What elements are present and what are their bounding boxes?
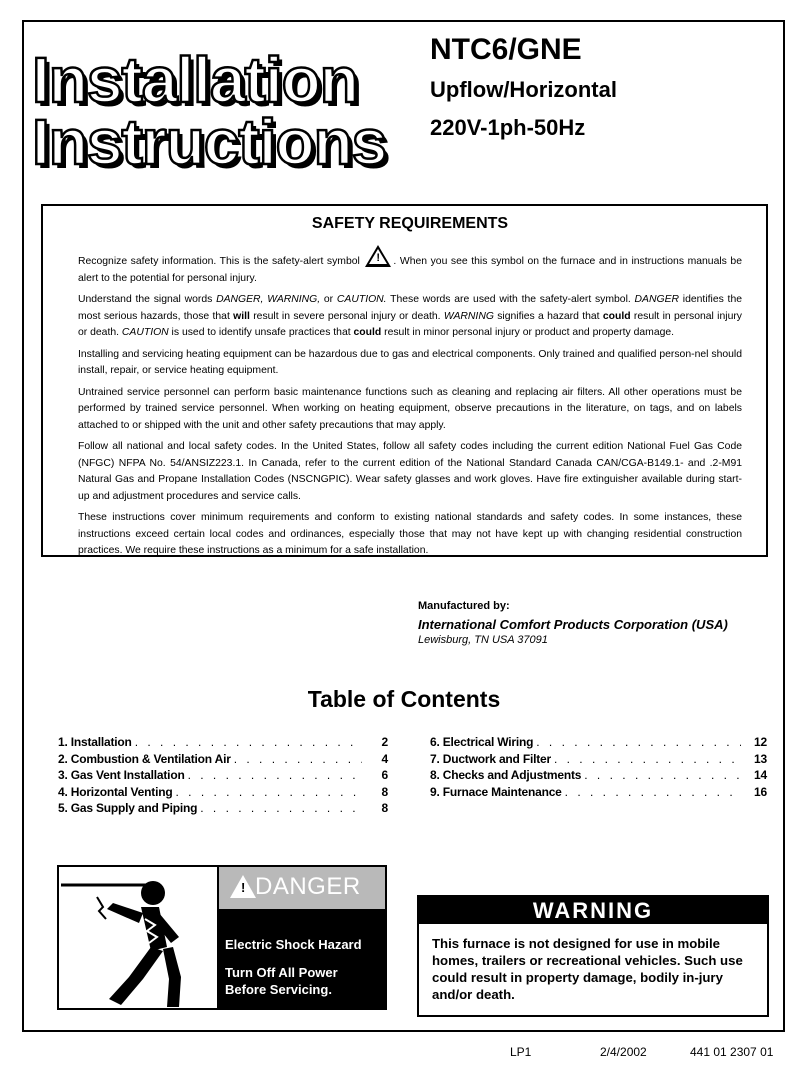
electric-shock-person-icon: [59, 867, 217, 1008]
safety-heading: SAFETY REQUIREMENTS: [311, 215, 509, 232]
safety-paragraph-5: Follow all national and local safety codes. In the United States, follow all safety codes including the current edition National Fuel Gas Code (NFGC) NFPA No. 54/ANSIZ223.1. In Canada, refer to the current edition of the National Standard Canada CAN/CGA-B149.1- and .2-M91 Natural Gas and Propane Installation Codes (NSCNGPIC). Wear safety glasses and work gloves. Have fire extinguisher available during start-up and adjustment procedures and service calls.: [78, 441, 742, 502]
toc-entry[interactable]: 1. Installation . . . 2: [58, 735, 388, 752]
model-number: NTC6/GNE: [430, 33, 582, 66]
document-title-line2: Instructions: [32, 106, 387, 178]
toc-entry[interactable]: 3. Gas Vent Installation . . . 6: [58, 768, 388, 785]
configuration-subtitle: Upflow/Horizontal: [430, 77, 617, 102]
danger-hazard-text: Electric Shock Hazard: [225, 937, 362, 952]
footer-code: LP1: [510, 1045, 532, 1059]
footer-part-number: 441 01 2307 01: [690, 1045, 774, 1059]
warning-text: This furnace is not designed for use in mobile homes, trailers or recreational vehicles. Such use could result in property damage, bodily in-jury and/or death.: [432, 936, 743, 1002]
toc-entry[interactable]: 2. Combustion & Ventilation Air . . . 4: [58, 752, 388, 769]
warning-label: [417, 895, 769, 1017]
electrical-subtitle: 220V-1ph-50Hz: [430, 115, 586, 140]
safety-alert-icon: !: [365, 245, 391, 267]
toc-entry[interactable]: 6. Electrical Wiring . . . 12: [430, 735, 767, 752]
toc-left-column: [58, 735, 388, 818]
safety-paragraph-1: Recognize safety information. This is the safety-alert symbol ! . When you see this symbol on the furnace and in instructions manuals be alert to the potential for personal injury.: [78, 245, 742, 287]
toc-entry[interactable]: 9. Furnace Maintenance . . . 16: [430, 785, 767, 802]
warning-word: WARNING: [419, 897, 767, 924]
danger-label: [57, 865, 387, 1010]
toc-entry[interactable]: 8. Checks and Adjustments . . . 14: [430, 768, 767, 785]
danger-word: DANGER: [255, 873, 361, 900]
safety-paragraph-3: Installing and servicing heating equipment can be hazardous due to gas and electrical components. Only trained and qualified person-nel should install, repair, or service heating equipment.: [78, 348, 742, 376]
danger-action-text: Turn Off All Power Before Servicing.: [225, 965, 338, 997]
toc-entry[interactable]: 5. Gas Supply and Piping . . . 8: [58, 801, 388, 818]
safety-requirements-box: [41, 204, 768, 557]
safety-paragraph-4: Untrained service personnel can perform basic maintenance functions such as cleaning and replacing air filters. All other operations must be performed by trained service personnel. When working on heating equipment, observe precautions in the literature, on tags, and on labels attached to or shipped with the unit and other safety precautions that may apply.: [78, 386, 742, 431]
footer-date: 2/4/2002: [600, 1045, 647, 1059]
toc-entry[interactable]: 7. Ductwork and Filter . . . 13: [430, 752, 767, 769]
manufacturer-address: Lewisburg, TN USA 37091: [418, 634, 548, 646]
toc-entry[interactable]: 4. Horizontal Venting . . . 8: [58, 785, 388, 802]
document-title-line1: Installation: [32, 44, 358, 116]
safety-paragraph-6: These instructions cover minimum requirements and conform to existing national standards and safety codes. In some instances, these instructions exceed certain local codes and ordinances, especially those that may not have kept up with changing residential construction practices. We require these instructions as a minimum for a safe installation.: [78, 512, 742, 556]
manufacturer-name: International Comfort Products Corporation (USA): [418, 617, 728, 632]
toc-right-column: [430, 735, 767, 801]
safety-paragraph-2: Understand the signal words DANGER, WARNING, or CAUTION. These words are used with the safety-alert symbol. DANGER identifies the most serious hazards, those that will result in severe personal injury or death. WARNING signifies a hazard that could result in personal injury or death. CAUTION is used to identify unsafe practices that could result in minor personal injury or product and property damage.: [78, 294, 743, 338]
electric-shock-figure: [59, 867, 217, 1008]
toc-title: Table of Contents: [307, 686, 501, 712]
danger-alert-icon: !: [230, 875, 256, 898]
manufacturer-label: Manufactured by:: [418, 600, 510, 612]
